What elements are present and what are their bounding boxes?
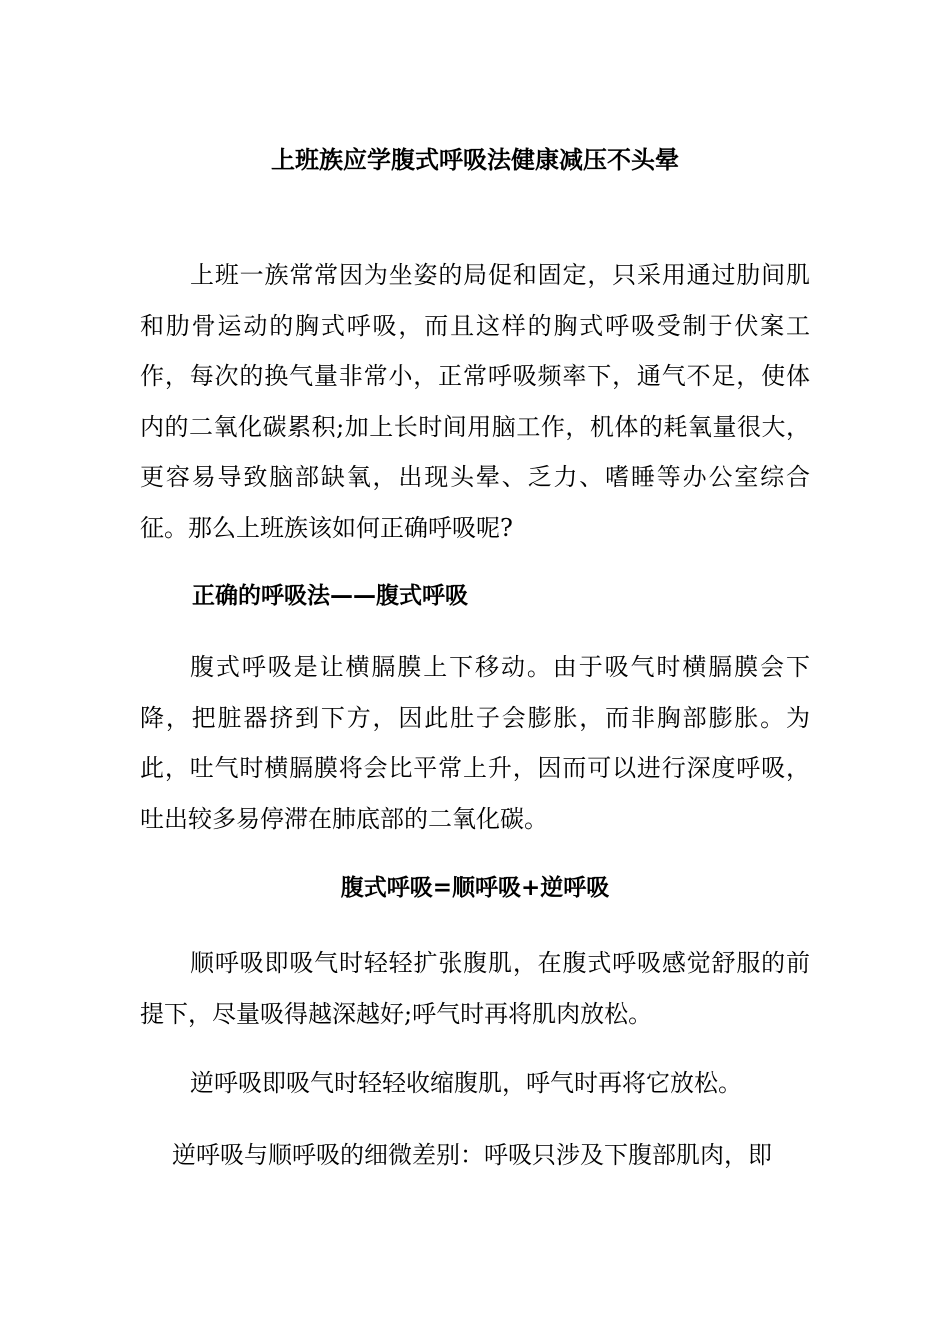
paragraph-difference: 逆呼吸与顺呼吸的细微差别：呼吸只涉及下腹部肌肉，即 — [172, 1141, 772, 1169]
paragraph-abdominal-breathing: 腹式呼吸是让横膈膜上下移动。由于吸气时横膈膜会下降，把脏器挤到下方，因此肚子会膨胀，而非胸部膨胀。为此，吐气时横膈膜将会比平常上升，因而可以进行深度呼吸，吐出较多易停滞在肺底部的二氧化碳。 — [140, 653, 810, 833]
document-title: 上班族应学腹式呼吸法健康减压不头晕 — [271, 146, 679, 174]
section-heading-breathing-types: 腹式呼吸=顺呼吸+逆呼吸 — [340, 875, 610, 901]
paragraph-forward-breathing: 顺呼吸即吸气时轻轻扩张腹肌，在腹式呼吸感觉舒服的前提下，尽量吸得越深越好;呼气时再将肌肉放松。 — [140, 949, 810, 1028]
section-heading-correct-breathing: 正确的呼吸法——腹式呼吸 — [192, 583, 468, 609]
paragraph-reverse-breathing: 逆呼吸即吸气时轻轻收缩腹肌，呼气时再将它放松。 — [190, 1069, 742, 1097]
paragraph-intro: 上班一族常常因为坐姿的局促和固定，只采用通过肋间肌和肋骨运动的胸式呼吸，而且这样的胸式呼吸受制于伏案工作，每次的换气量非常小，正常呼吸频率下，通气不足，使体内的二氧化碳累积;加上长时间用脑工作，机体的耗氧量很大，更容易导致脑部缺氧，出现头晕、乏力、嗜睡等办公室综合征。那么上班族该如何正确呼吸呢? — [140, 261, 810, 542]
